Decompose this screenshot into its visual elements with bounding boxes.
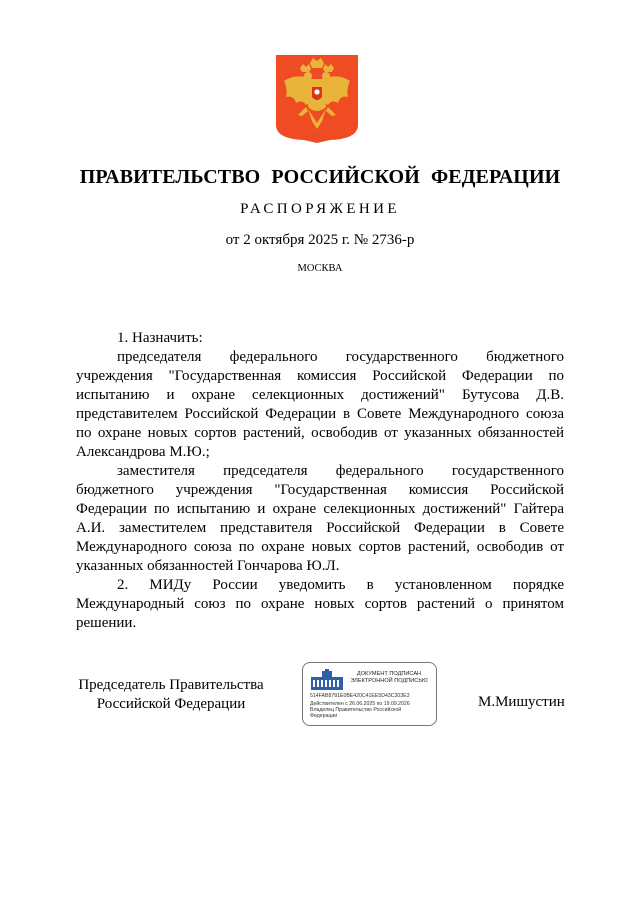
stamp-validity: Действителен с 26.06.2025 по 19.09.2026 [310,701,410,707]
body-paragraph: заместителя председателя федерального государственного бюджетного учреждения "Государственная комиссия Российской Федерации по испытанию и охране селекционных достижений" Гайтера А.И. заместителем представителя Российской Федерации в Совете Международного союза по охране новых сортов растений, освободив от указанных обязанностей Гончарова Ю.Л. [76,463,564,574]
signatory-name: М.Мишустин [478,694,565,710]
stamp-title [345,671,433,685]
document-city: МОСКВА [297,263,343,274]
document-type: РАСПОРЯЖЕНИЕ [240,201,400,217]
stamp-serial: 514FAB8781E0BE420C41EE5D43C303E3 [310,693,410,699]
government-building-icon [310,669,344,691]
body-paragraph: председателя федерального государственного бюджетного учреждения "Государственная комиссия Российской Федерации по испытанию и охране селекционных достижений" Бутусова Д.В. представителем Российской Федерации в Совете Международного союза по охране новых сортов растений, освободив от указанных обязанностей Александрова М.Ю.; [76,349,564,460]
government-title: ПРАВИТЕЛЬСТВО РОССИЙСКОЙ ФЕДЕРАЦИИ [79,166,561,188]
document-body [76,329,564,633]
stamp-title-line2: ЭЛЕКТРОННОЙ ПОДПИСЬЮ [350,678,428,684]
stamp-title-line1: ДОКУМЕНТ ПОДПИСАН [356,671,422,677]
signatory-position [76,676,266,714]
electronic-signature-stamp [302,662,437,726]
coat-of-arms-emblem [276,55,358,143]
body-paragraph: 1. Назначить: [117,330,203,346]
stamp-owner-line1: Владелец Правительство Российской [310,707,402,713]
stamp-owner-line2: Федерации [310,713,338,719]
signatory-position-line1: Председатель Правительства [78,677,264,693]
signatory-position-line2: Российской Федерации [96,696,246,712]
body-paragraph: 2. МИДу России уведомить в установленном порядке Международный союз по охране новых сортов растений о принятом решении. [76,577,564,631]
document-date-number: от 2 октября 2025 г. № 2736-р [225,232,415,248]
